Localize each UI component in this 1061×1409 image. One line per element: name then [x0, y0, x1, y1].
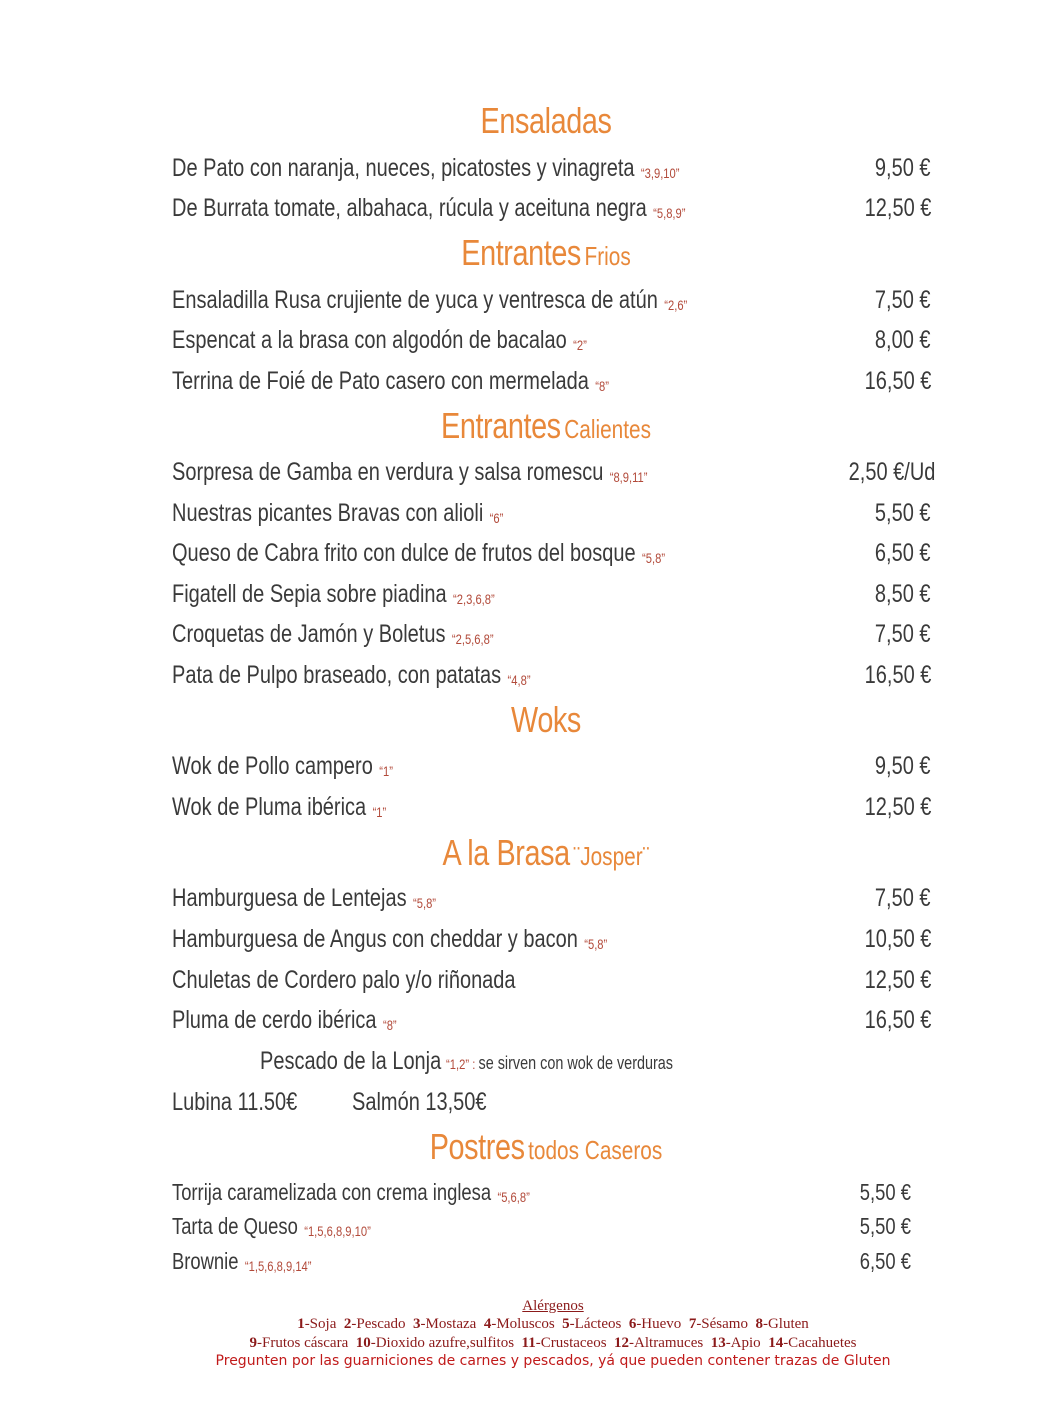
menu-item: [172, 925, 607, 954]
menu-item: [172, 793, 386, 822]
item-name: Wok de Pluma ibérica: [172, 793, 367, 821]
item-price: 9,50 €: [875, 154, 931, 182]
item-allergens: “5,8”: [584, 936, 608, 952]
item-price: 7,50 €: [875, 286, 931, 314]
allergen-num: 12: [614, 1335, 630, 1351]
item-name: Espencat a la brasa con algodón de bacalao: [172, 326, 567, 354]
item-price: 16,50 €: [864, 367, 931, 395]
menu-item: [172, 499, 503, 528]
item-price: 12,50 €: [864, 966, 931, 994]
item-allergens: “5,8”: [642, 550, 666, 566]
item-allergens: “2,6”: [664, 297, 688, 313]
allergen-label: -Mostaza: [420, 1316, 477, 1332]
section-title: Woks: [511, 699, 581, 740]
lonja-note: se sirven con wok de verduras: [478, 1053, 674, 1073]
allergen-num: 6: [628, 1316, 637, 1332]
item-allergens: “8,9,11”: [609, 469, 648, 485]
item-allergens: “8”: [382, 1017, 397, 1033]
section-title: A la Brasa: [442, 832, 570, 873]
fish-item: Lubina 11.50€: [172, 1088, 298, 1116]
item-allergens: “1,5,6,8,9,10”: [304, 1223, 371, 1239]
allergen-num: 5: [562, 1316, 570, 1332]
allergen-num: 10: [355, 1335, 371, 1351]
item-price: 2,50 €/Ud: [848, 458, 935, 486]
section-title: Entrantes: [441, 405, 561, 446]
item-name: Figatell de Sepia sobre piadina: [172, 580, 447, 608]
item-allergens: “3,9,10”: [640, 165, 680, 181]
allergen-label: -Huevo: [636, 1316, 682, 1332]
allergen-num: 11: [521, 1335, 536, 1351]
allergen-legend-title: Alérgenos: [522, 1298, 584, 1314]
section-heading-entrantes-frios: [106, 232, 986, 274]
allergen-num: 14: [768, 1335, 784, 1351]
allergen-line-2: [0, 1334, 1061, 1353]
allergen-label: -Dioxido azufre,sulfitos: [370, 1335, 515, 1351]
item-allergens: “1”: [379, 763, 393, 779]
item-price: 16,50 €: [864, 1006, 931, 1034]
item-allergens: “6”: [489, 510, 504, 526]
item-price: 9,50 €: [875, 752, 931, 780]
menu-item: [172, 1213, 371, 1240]
allergen-label: -Pescado: [351, 1316, 406, 1332]
allergen-label: -Altramuces: [629, 1335, 704, 1351]
item-name: De Pato con naranja, nueces, picatostes y vinagreta: [172, 154, 635, 182]
section-subtitle: Frios: [584, 241, 631, 271]
menu-item: [172, 1248, 312, 1275]
allergen-line-1: [0, 1315, 1061, 1334]
section-title: Ensaladas: [480, 100, 612, 141]
item-allergens: “1,5,6,8,9,14”: [244, 1258, 312, 1274]
allergen-label: -Lácteos: [569, 1316, 622, 1332]
item-name: Pluma de cerdo ibérica: [172, 1006, 377, 1034]
allergen-num: 2: [343, 1316, 352, 1332]
allergen-label: -Moluscos: [491, 1316, 555, 1332]
item-name: Pata de Pulpo braseado, con patatas: [172, 661, 502, 689]
allergen-label: -Apio: [725, 1335, 761, 1351]
item-name: Croquetas de Jamón y Boletus: [172, 620, 446, 648]
section-title: Postres: [429, 1126, 525, 1167]
item-price: 7,50 €: [875, 884, 931, 912]
allergen-num: 13: [710, 1335, 726, 1351]
section-heading-a-la-brasa: [106, 832, 986, 874]
allergen-label: -Gluten: [762, 1316, 809, 1332]
menu-item: [172, 884, 436, 913]
item-price: 5,50 €: [859, 1213, 911, 1239]
section-subtitle: ¨Josper¨: [573, 841, 650, 871]
menu-item: [172, 752, 393, 781]
item-name: Hamburguesa de Lentejas: [172, 884, 407, 912]
menu-item: [172, 1179, 530, 1206]
menu-item: [172, 580, 495, 609]
section-heading-woks: [106, 699, 986, 741]
item-price: 10,50 €: [864, 925, 931, 953]
item-name: Torrija caramelizada con crema inglesa: [172, 1179, 492, 1205]
item-price: 16,50 €: [864, 661, 931, 689]
item-allergens: “1”: [372, 804, 387, 820]
section-heading-ensaladas: [106, 100, 986, 142]
section-heading-postres: [106, 1126, 986, 1168]
menu-item: [172, 620, 494, 649]
item-allergens: “8”: [595, 378, 609, 394]
allergen-legend: [0, 1298, 1061, 1369]
gluten-warning: Pregunten por las guarniciones de carnes y pescados, yá que pueden contener trazas de Gluten: [215, 1353, 891, 1369]
allergen-num: 7: [688, 1316, 697, 1332]
menu-item: [172, 154, 680, 183]
section-title: Entrantes: [461, 232, 581, 273]
menu-item: [172, 326, 587, 355]
item-allergens: “4,8”: [507, 672, 531, 688]
item-name: Nuestras picantes Bravas con alioli: [172, 499, 484, 527]
item-name: Hamburguesa de Angus con cheddar y bacon: [172, 925, 578, 953]
menu-item: [172, 367, 609, 396]
allergen-label: -Frutos cáscara: [257, 1335, 349, 1351]
item-price: 7,50 €: [875, 620, 931, 648]
allergen-num: 4: [483, 1316, 492, 1332]
item-name: Terrina de Foié de Pato casero con mermelada: [172, 367, 589, 395]
item-name: Chuletas de Cordero palo y/o riñonada: [172, 966, 516, 994]
menu-item: [172, 661, 531, 690]
menu-item: [172, 1006, 397, 1035]
lonja-allergens: “1,2” :: [446, 1056, 476, 1072]
item-allergens: “5,8”: [413, 895, 437, 911]
item-name: Wok de Pollo campero: [172, 752, 373, 780]
item-price: 12,50 €: [864, 194, 931, 222]
item-price: 6,50 €: [875, 539, 931, 567]
item-price: 8,00 €: [875, 326, 931, 354]
item-allergens: “2,3,6,8”: [453, 591, 495, 607]
menu-item: [172, 458, 648, 487]
item-allergens: “2,5,6,8”: [451, 631, 494, 647]
menu-item: [172, 194, 686, 223]
item-name: Queso de Cabra frito con dulce de frutos del bosque: [172, 539, 636, 567]
section-subtitle: Calientes: [564, 414, 651, 444]
lonja-line: [260, 1047, 673, 1076]
section-subtitle: todos Caseros: [528, 1135, 663, 1165]
allergen-label: -Cacahuetes: [783, 1335, 857, 1351]
item-name: Sorpresa de Gamba en verdura y salsa romescu: [172, 458, 604, 486]
lonja-label: Pescado de la Lonja: [260, 1047, 442, 1075]
item-price: 5,50 €: [859, 1179, 911, 1205]
item-allergens: “5,8,9”: [653, 205, 686, 221]
allergen-label: -Sésamo: [696, 1316, 748, 1332]
allergen-num: 9: [249, 1335, 258, 1351]
item-allergens: “2”: [573, 337, 587, 353]
item-name: Brownie: [172, 1248, 239, 1274]
section-heading-entrantes-calientes: [106, 405, 986, 447]
allergen-label: -Soja: [304, 1316, 337, 1332]
menu-item: [172, 966, 516, 995]
item-name: Ensaladilla Rusa crujiente de yuca y ventresca de atún: [172, 286, 658, 314]
item-allergens: “5,6,8”: [497, 1189, 530, 1205]
item-price: 8,50 €: [875, 580, 931, 608]
item-name: De Burrata tomate, albahaca, rúcula y aceituna negra: [172, 194, 647, 222]
allergen-label: -Crustaceos: [535, 1335, 607, 1351]
fish-item: Salmón 13,50€: [352, 1088, 487, 1116]
item-price: 6,50 €: [859, 1248, 911, 1274]
menu-item: [172, 539, 665, 568]
item-price: 12,50 €: [864, 793, 931, 821]
allergen-num: 1: [297, 1316, 305, 1332]
allergen-num: 3: [413, 1316, 421, 1332]
allergen-num: 8: [755, 1316, 763, 1332]
item-name: Tarta de Queso: [172, 1213, 298, 1239]
item-price: 5,50 €: [875, 499, 931, 527]
menu-item: [172, 286, 687, 315]
